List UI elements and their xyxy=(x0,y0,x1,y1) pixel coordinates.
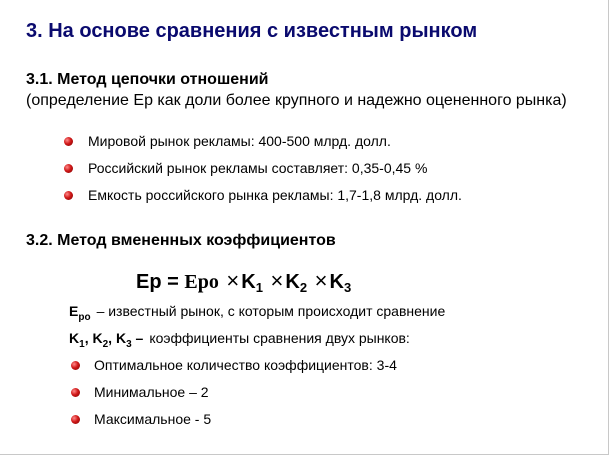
list-item xyxy=(64,159,462,186)
bullet-icon xyxy=(71,361,80,370)
list-item-text: Емкость российского рынка рекламы: 1,7-1,8 млрд. долл. xyxy=(88,187,462,203)
formula xyxy=(136,268,351,295)
bullet-icon xyxy=(64,191,73,200)
section-subtitle: (определение Ер как доли более крупного и надежно оцененного рынка) xyxy=(26,92,567,109)
multiply-sign: × xyxy=(226,268,240,293)
formula-k2: K xyxy=(285,271,300,293)
bullet-list-coefficient-counts xyxy=(71,356,397,437)
section-heading-chain-method: 3.1. Метод цепочки отношений xyxy=(26,71,269,88)
list-item-text: Оптимальное количество коэффициентов: 3-4 xyxy=(94,357,397,373)
bullet-list-market-facts xyxy=(64,132,462,213)
list-item xyxy=(64,186,462,213)
bullet-icon xyxy=(71,388,80,397)
list-item xyxy=(64,132,462,159)
bullet-icon xyxy=(71,415,80,424)
formula-e-base: Ep xyxy=(184,271,209,293)
formula-k1: K xyxy=(241,271,256,293)
formula-k2-sub: 2 xyxy=(299,280,308,295)
formula-e-sub: о xyxy=(208,271,219,293)
list-item-text: Российский рынок рекламы составляет: 0,35-0,45 % xyxy=(88,160,428,176)
list-item-text: Максимальное - 5 xyxy=(94,411,212,427)
list-item xyxy=(71,410,397,437)
multiply-sign: × xyxy=(270,268,284,293)
multiply-sign: × xyxy=(314,268,328,293)
page-title: 3. На основе сравнения с известным рынком xyxy=(26,20,478,42)
list-item-text: Минимальное – 2 xyxy=(94,384,209,400)
definition-text: – известный рынок, с которым происходит сравнение xyxy=(96,303,446,319)
definition-text: коэффициенты сравнения двух рынков: xyxy=(149,330,410,346)
formula-k3: K xyxy=(329,271,344,293)
formula-equals: = xyxy=(167,271,179,293)
formula-k1-sub: 1 xyxy=(255,280,263,295)
definition-k-coefficients xyxy=(69,330,410,350)
definition-e-ro xyxy=(69,303,445,323)
definition-term: $K_1$, $K_2$, $K_3$ – xyxy=(69,330,144,350)
list-item-text: Мировой рынок рекламы: 400-500 млрд. долл. xyxy=(88,133,391,149)
section-heading-coefficients-method: 3.2. Метод вмененных коэффициентов xyxy=(26,232,336,249)
bullet-icon xyxy=(64,164,73,173)
formula-lhs: Ep xyxy=(136,271,162,293)
formula-k3-sub: 3 xyxy=(343,280,352,295)
list-item xyxy=(71,383,397,410)
bullet-icon xyxy=(64,137,73,146)
list-item xyxy=(71,356,397,383)
definition-term: $E_{ро}$ xyxy=(69,303,91,323)
